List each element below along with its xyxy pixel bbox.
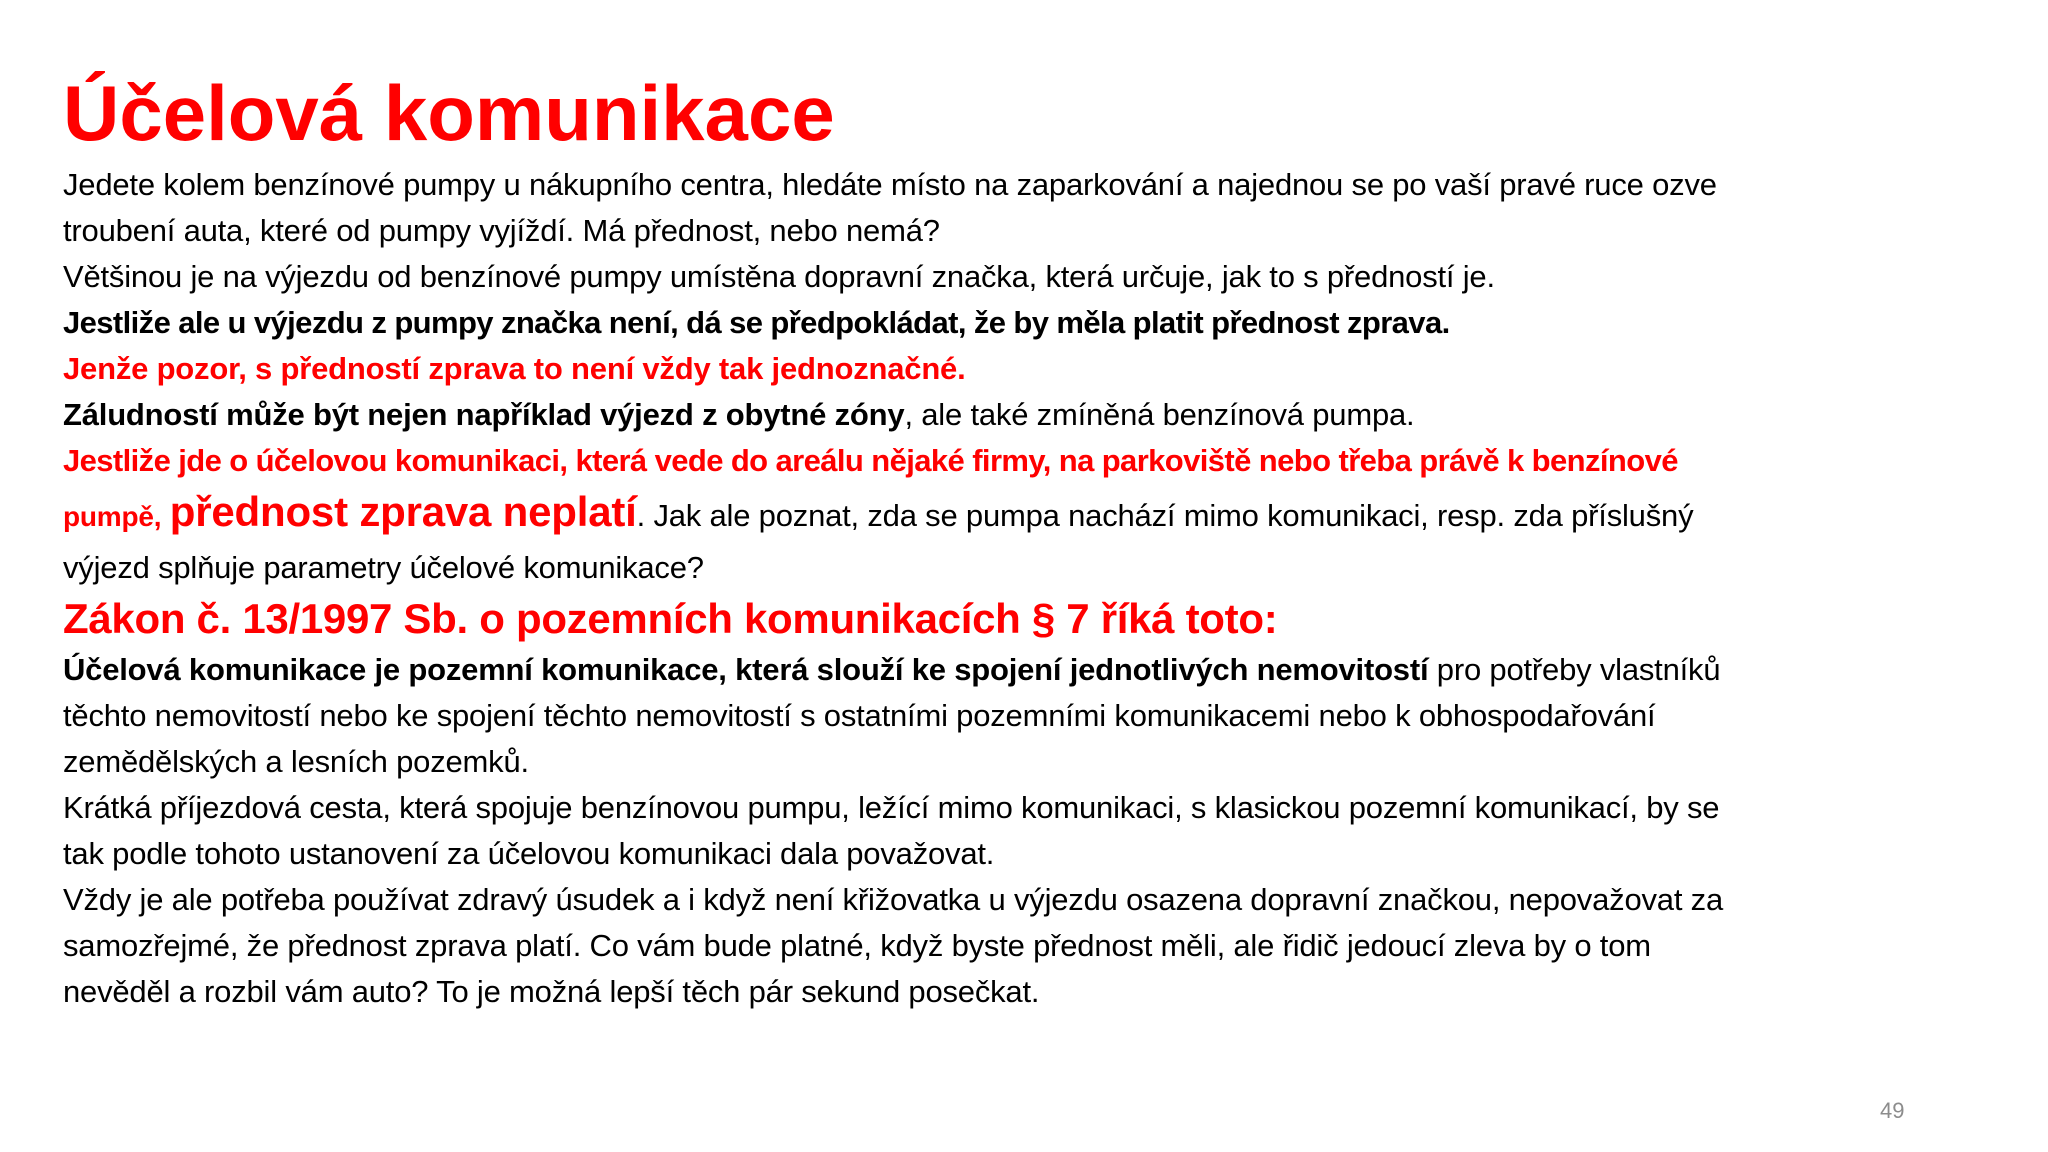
paragraph-access-road-line2: tak podle tohoto ustanovení za účelovou komunikaci dala považovat. [63, 836, 995, 871]
paragraph-advice-line3: nevěděl a rozbil vám auto? To je možná lepší těch pár sekund posečkat. [63, 974, 1040, 1009]
law-heading: Zákon č. 13/1997 Sb. o pozemních komunikacích § 7 říká toto: [63, 595, 1278, 642]
paragraph-access-road-line1: Krátká příjezdová cesta, která spojuje benzínovou pumpu, ležící mimo komunikaci, s klasickou pozemní komunikací, by se [63, 790, 1720, 825]
paragraph-law-line2: těchto nemovitostí nebo ke spojení těchto nemovitostí s ostatními pozemními komunikacemi nebo k obhospodařování [63, 698, 1656, 733]
law-definition-normal: pro potřeby vlastníků [1428, 652, 1721, 687]
paragraph-intro-line1: Jedete kolem benzínové pumpy u nákupního centra, hledáte místo na zaparkování a najednou se po vaší pravé ruce ozve [63, 167, 1717, 202]
no-right-priority-emphasis: přednost zprava neplatí [169, 488, 637, 535]
paragraph-purpose-road-line3: výjezd splňuje parametry účelové komunikace? [63, 550, 704, 585]
paragraph-sign-info: Většinou je na výjezdu od benzínové pumpy umístěna dopravní značka, která určuje, jak to s předností je. [63, 259, 1495, 294]
paragraph-law-line1 [63, 647, 1988, 693]
pump-small-red-text: pumpě, [63, 501, 162, 532]
paragraph-warning-red: Jenže pozor, s předností zprava to není vždy tak jednoznačné. [63, 351, 966, 386]
paragraph-advice-line2: samozřejmé, že přednost zprava platí. Co vám bude platné, když byste přednost měli, ale řidič jedoucí zleva by o tom [63, 928, 1651, 963]
slide-body [63, 162, 1988, 1015]
paragraph-intro-line2: troubení auta, které od pumpy vyjíždí. Má přednost, nebo nemá? [63, 213, 940, 248]
tricky-bold-text: Záludností může být nejen například výjezd z obytné zóny [63, 397, 905, 432]
paragraph-purpose-road-red-line1: Jestliže jde o účelovou komunikaci, která vede do areálu nějaké firmy, na parkoviště nebo třeba právě k benzínové [63, 443, 1678, 478]
paragraph-purpose-road-line2 [63, 484, 1988, 545]
purpose-road-question: . Jak ale poznat, zda se pumpa nachází mimo komunikaci, resp. zda příslušný [636, 498, 1694, 533]
paragraph-law-line3: zemědělských a lesních pozemků. [63, 744, 529, 779]
tricky-normal-text: , ale také zmíněná benzínová pumpa. [904, 397, 1415, 432]
paragraph-tricky [63, 392, 1988, 438]
paragraph-no-sign-bold: Jestliže ale u výjezdu z pumpy značka není, dá se předpokládat, že by měla platit přednost zprava. [63, 305, 1450, 340]
paragraph-advice-line1: Vždy je ale potřeba používat zdravý úsudek a i když není křižovatka u výjezdu osazena dopravní značkou, nepovažovat za [63, 882, 1723, 917]
slide-title: Účelová komunikace [63, 69, 835, 157]
law-definition-bold: Účelová komunikace je pozemní komunikace, která slouží ke spojení jednotlivých nemovitostí [63, 652, 1429, 687]
page-number: 49 [1880, 1098, 1905, 1123]
